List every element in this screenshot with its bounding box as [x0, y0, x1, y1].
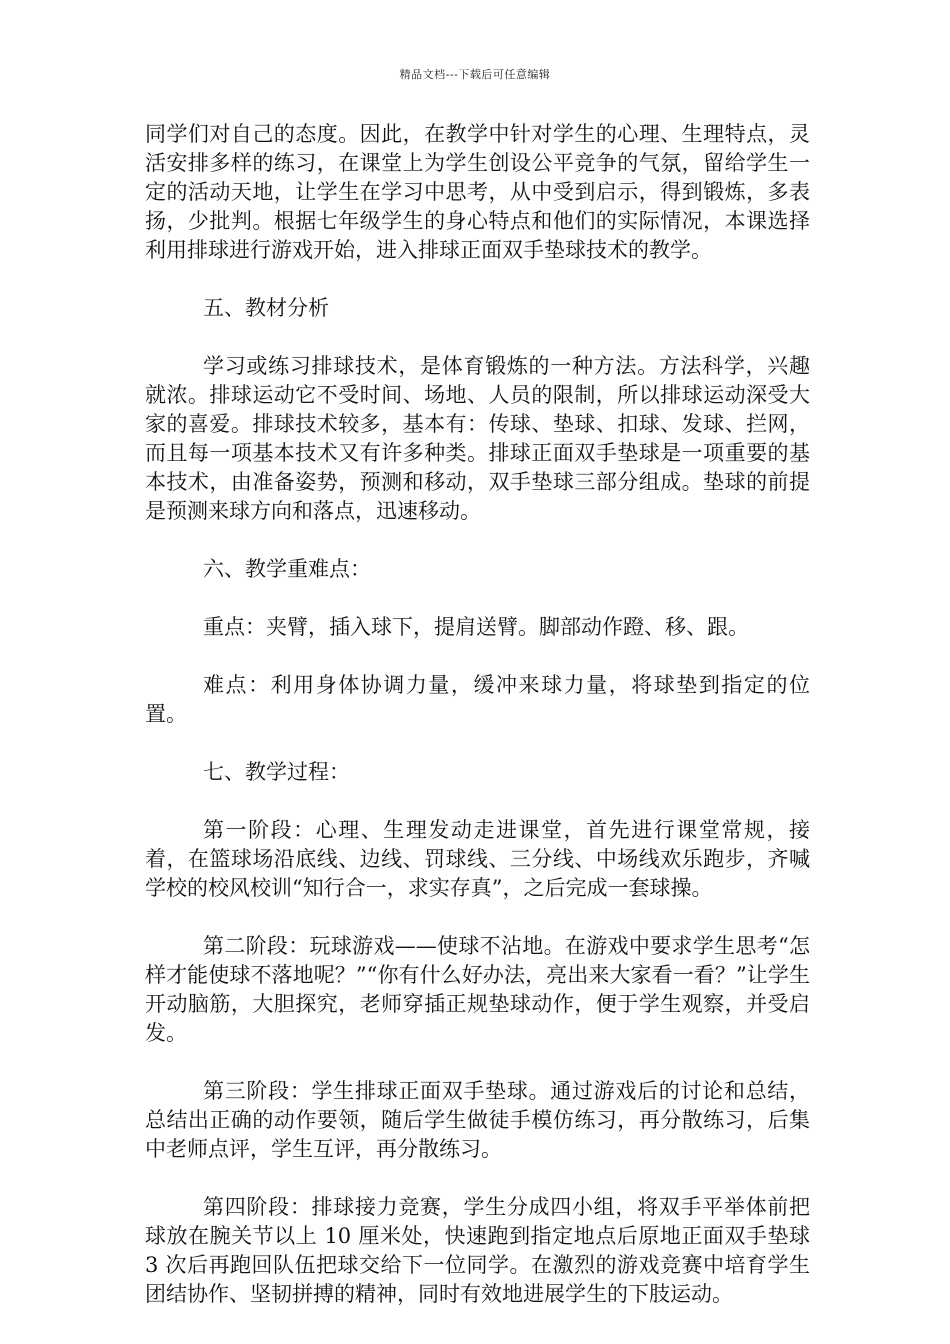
paragraph-continuation: 同学们对自己的态度。因此，在教学中针对学生的心理、生理特点，灵活安排多样的练习，在课堂上为学生创设公平竞争的气氛，留给学生一定的活动天地，让学生在学习中思考，从中受到启示，得到锻炼，多表扬，少批判。根据七年级学生的身心特点和他们的实际情况，本课选择利用排球进行游戏开始，进入排球正面双手垫球技术的教学。 [145, 122, 810, 262]
paragraph-difficult-point: 难点：利用身体协调力量，缓冲来球力量，将球垫到指定的位置。 [145, 673, 810, 726]
section-heading-5: 五、教材分析 [203, 296, 329, 320]
paragraph-stage-4: 第四阶段：排球接力竞赛，学生分成四小组，将双手平举体前把球放在腕关节以上 10 厘米处，快速跑到指定地点后原地正面双手垫球 3 次后再跑回队伍把球交给下一位同学。在激烈的游戏竞赛中培育学生团结协作、坚韧拼搏的精神，同时有效地进展学生的下肢运动。 [145, 1195, 810, 1306]
document-body [145, 120, 810, 1309]
paragraph-material-analysis: 学习或练习排球技术，是体育锻炼的一种方法。方法科学，兴趣就浓。排球运动它不受时间、场地、人员的限制，所以排球运动深受大家的喜爱。排球技术较多，基本有：传球、垫球、扣球、发球、拦网，而且每一项基本技术又有许多种类。排球正面双手垫球是一项重要的基本技术，由准备姿势，预测和移动，双手垫球三部分组成。垫球的前提是预测来球方向和落点，迅速移动。 [145, 354, 810, 523]
section-heading-6: 六、教学重难点： [203, 557, 371, 581]
paragraph-key-point: 重点：夹臂，插入球下，提肩送臂。脚部动作蹬、移、跟。 [203, 615, 749, 639]
paragraph-stage-2: 第二阶段：玩球游戏——使球不沾地。在游戏中要求学生思考“怎样才能使球不落地呢？”“你有什么好办法，亮出来大家看一看？”让学生开动脑筋，大胆探究，老师穿插正规垫球动作，便于学生观察，并受启发。 [145, 934, 810, 1045]
paragraph-stage-1: 第一阶段：心理、生理发动走进课堂，首先进行课堂常规，接着，在篮球场沿底线、边线、罚球线、三分线、中场线欢乐跑步，齐喊学校的校风校训“知行合一，求实存真”，之后完成一套球操。 [145, 818, 810, 900]
page-header: 精品文档---下载后可任意编辑 [399, 68, 551, 81]
paragraph-stage-3: 第三阶段：学生排球正面双手垫球。通过游戏后的讨论和总结，总结出正确的动作要领，随后学生做徒手模仿练习，再分散练习，后集中老师点评，学生互评，再分散练习。 [145, 1079, 810, 1161]
section-heading-7: 七、教学过程： [203, 760, 350, 784]
